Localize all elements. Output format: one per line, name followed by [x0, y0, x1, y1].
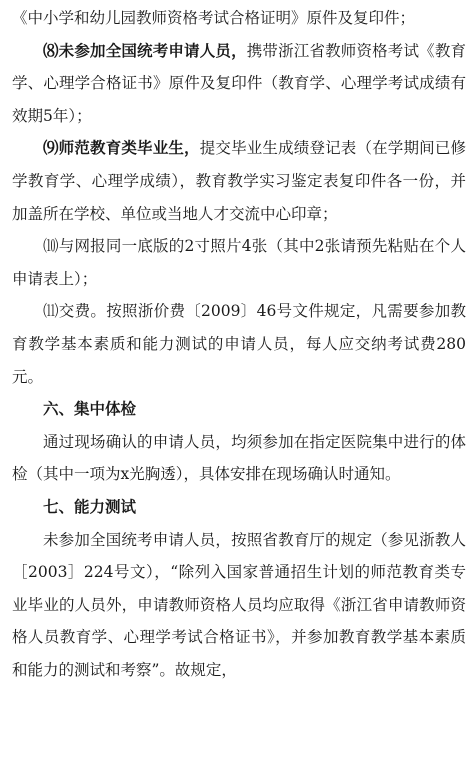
section-6-body: 通过现场确认的申请人员，均须参加在指定医院集中进行的体检（其中一项为x光胸透），具体安排在现场确认时通知。: [12, 432, 466, 484]
item-9-paragraph: [12, 132, 466, 230]
section-7-heading: 七、能力测试: [43, 496, 137, 516]
item-10-paragraph: ⑽与网报同一底版的2寸照片4张（其中2张请预先粘贴在个人申请表上）；: [12, 237, 466, 288]
cert-line-paragraph: 《中小学和幼儿园教师资格考试合格证明》原件及复印件；: [12, 9, 416, 27]
item-9-lead: ⑼师范教育类毕业生，: [43, 138, 200, 158]
item-8-paragraph: [12, 35, 466, 133]
section-7-body: 未参加全国统考申请人员，按照省教育厅的规定（参见浙教人［2003］224号文），“除列入国家普通招生计划的师范教育类专业毕业的人员外，申请教师资格人员均应取得《浙江省申请教师资格人员教育学、心理学考试合格证书》，并参加教育教学基本素质和能力的测试和考察”。故规定，: [12, 530, 466, 679]
item-8-lead: ⑻未参加全国统考申请人员，: [43, 40, 247, 60]
item-9-text: 提交毕业生成绩登记表（在学期间已修学教育学、心理学成绩），教育教学实习鉴定表复印件各一份，并加盖所在学校、单位或当地人才交流中心印章；: [12, 139, 466, 223]
section-6-heading: 六、集中体检: [43, 399, 137, 419]
item-8-text: 携带浙江省教师资格考试《教育学、心理学合格证书》原件及复印件（教育学、心理学考试成绩有效期5年）；: [12, 41, 466, 125]
item-11-paragraph: ⑾交费。按照浙价费〔2009〕46号文件规定，凡需要参加教育教学基本素质和能力测试的申请人员，每人应交纳考试费280元。: [12, 302, 466, 386]
